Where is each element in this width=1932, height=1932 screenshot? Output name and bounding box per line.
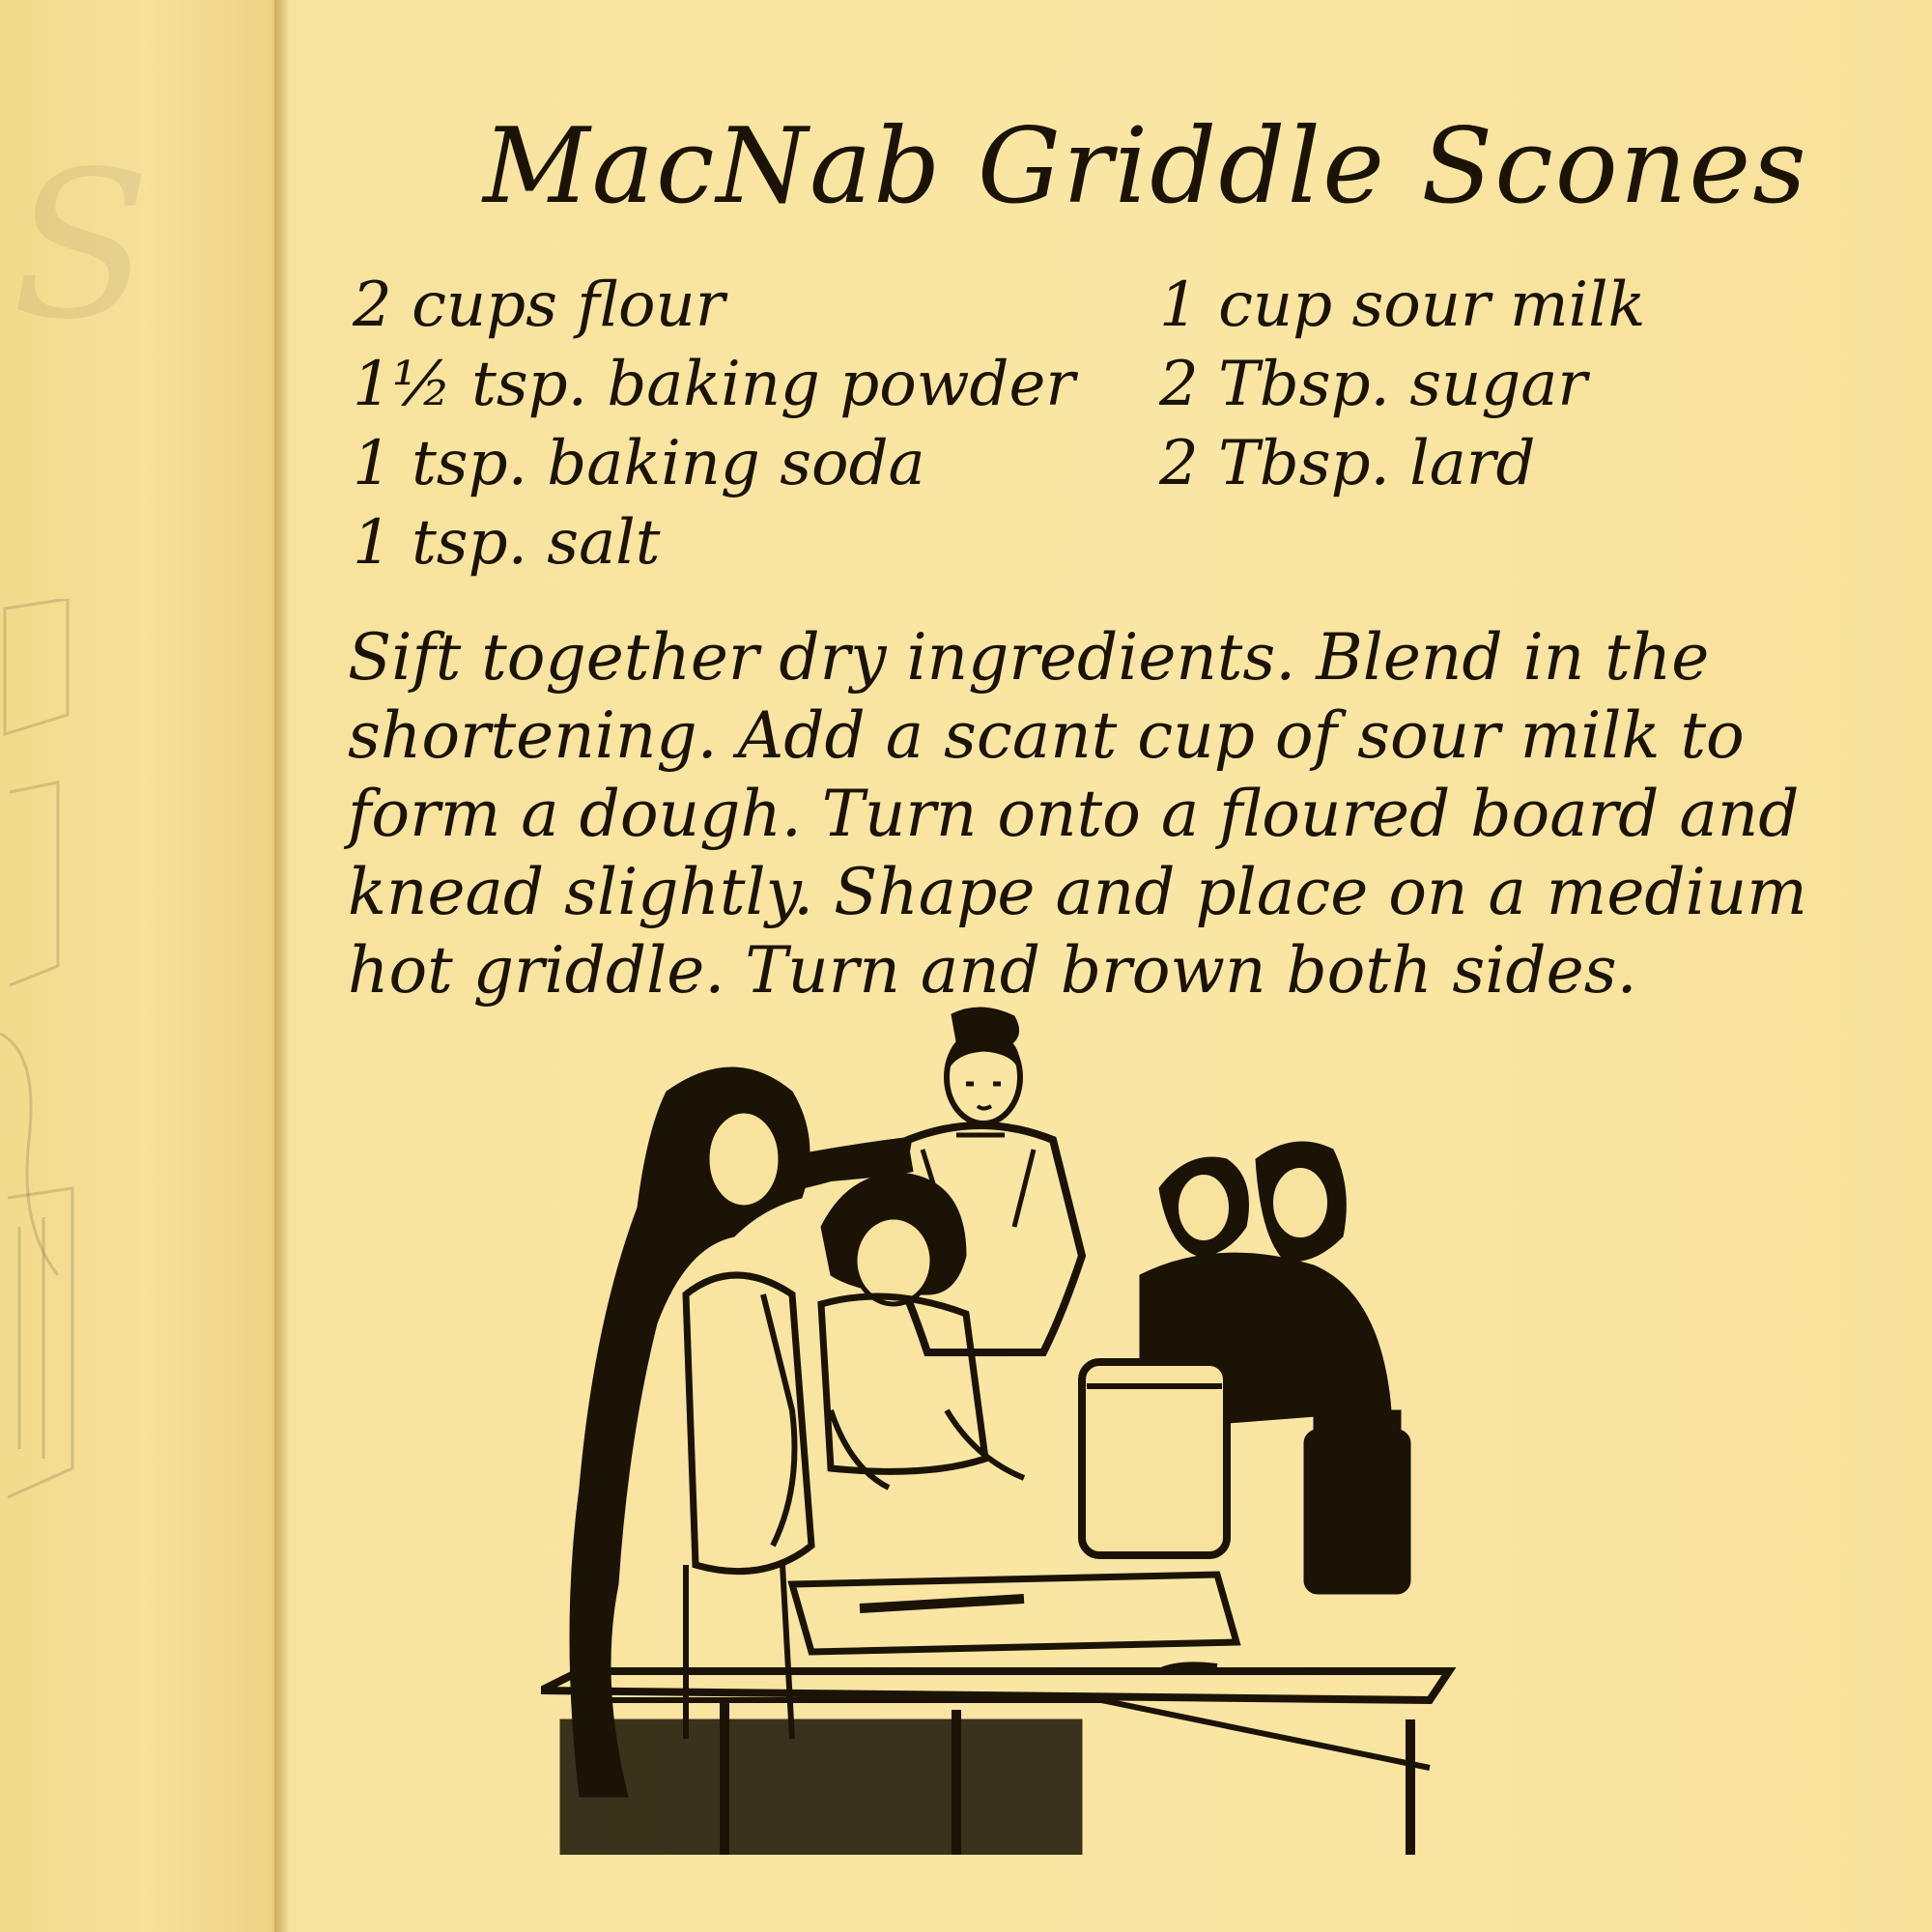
- page-gutter: [274, 0, 280, 1932]
- instruction-line: Sift together dry ingredients. Blend in the: [348, 620, 1710, 695]
- left-page-edge: [0, 0, 278, 1932]
- instructions-paragraph: [348, 618, 1874, 1009]
- ingredient-item: 2 Tbsp. lard: [1159, 428, 1536, 499]
- recipe-title: MacNab Griddle Scones: [483, 106, 1808, 227]
- engraving-illustration: [541, 1005, 1468, 1855]
- ingredient-item: 1 tsp. salt: [353, 507, 661, 579]
- ingredient-item: 2 Tbsp. sugar: [1159, 349, 1587, 420]
- ingredient-item: 2 cups flour: [353, 270, 725, 341]
- instruction-line: knead slightly. Shape and place on a medium: [348, 855, 1807, 929]
- ingredients-list-left: [353, 266, 1075, 582]
- ingredients-list-right: [1159, 266, 1645, 503]
- bleed-through-sketch: [0, 599, 87, 1517]
- ingredient-item: 1½ tsp. baking powder: [353, 349, 1075, 420]
- ingredient-item: 1 cup sour milk: [1159, 270, 1646, 341]
- kitchen-table: [541, 1575, 1449, 1855]
- bleed-through-letter: S: [12, 128, 151, 364]
- ingredient-item: 1 tsp. baking soda: [353, 428, 925, 499]
- instruction-line: form a dough. Turn onto a floured board and: [348, 777, 1800, 851]
- instruction-line: hot griddle. Turn and brown both sides.: [348, 933, 1637, 1008]
- instruction-line: shortening. Add a scant cup of sour milk to: [348, 698, 1745, 773]
